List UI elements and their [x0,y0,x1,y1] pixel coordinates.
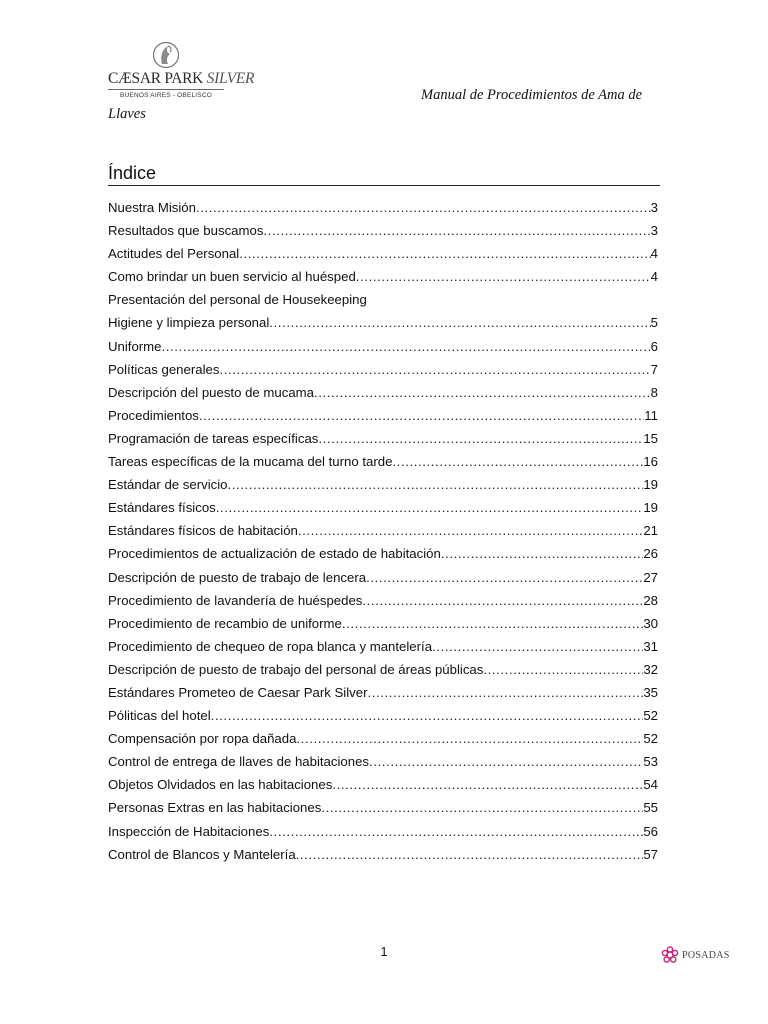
toc-entry[interactable] [108,589,658,612]
table-of-contents [108,196,658,866]
toc-entry[interactable] [108,242,658,265]
toc-entry-leader [367,681,643,704]
toc-entry[interactable] [108,404,658,427]
toc-entry-label: Como brindar un buen servicio al huésped [108,269,356,285]
toc-entry-label: Inspección de Habitaciones [108,823,270,839]
toc-entry[interactable] [108,773,658,796]
toc-entry-label: Procedimientos [108,407,199,423]
toc-entry-label: Descripción de puesto de trabajo de lencera [108,569,367,585]
toc-entry[interactable] [108,750,658,773]
toc-entry-leader [216,496,644,519]
toc-entry[interactable] [108,450,658,473]
toc-entry-page: 32 [643,661,658,677]
toc-entry-label: Descripción de puesto de trabajo del personal de áreas públicas [108,661,484,677]
toc-entry-page: 52 [643,708,658,724]
manual-title: Manual de Procedimientos de Ama de Llaves [108,87,643,122]
toc-entry[interactable] [108,335,658,358]
toc-entry-leader [369,750,643,773]
toc-entry[interactable] [108,196,658,219]
toc-entry[interactable] [108,427,658,450]
toc-entry-label: Tareas específicas de la mucama del turno tarde [108,454,393,470]
toc-entry-leader [196,196,651,219]
toc-entry[interactable] [108,681,658,704]
toc-entry-page: 16 [643,454,658,470]
toc-entry[interactable] [108,704,658,727]
toc-entry-page: 15 [643,430,658,446]
toc-entry-label: Póliticas del hotel [108,708,211,724]
toc-entry-page: 35 [643,684,658,700]
toc-entry-leader [392,450,643,473]
toc-entry[interactable] [108,796,658,819]
toc-entry[interactable] [108,519,658,542]
toc-entry-label: Programación de tareas específicas [108,430,319,446]
toc-entry[interactable] [108,843,658,866]
toc-entry-page: 11 [644,407,658,423]
toc-entry-leader [227,473,643,496]
toc-entry[interactable] [108,566,658,589]
toc-entry-label: Descripción del puesto de mucama [108,384,314,400]
toc-entry-page: 7 [650,361,658,377]
toc-entry-label: Uniforme [108,338,162,354]
toc-entry-label: Estándares físicos de habitación [108,523,298,539]
toc-entry-page: 19 [643,500,658,516]
toc-entry-leader [314,381,651,404]
toc-entry-page: 53 [643,754,658,770]
toc-entry-label: Actitudes del Personal [108,246,240,262]
toc-entry-leader [342,612,643,635]
brand-city: BUENOS AIRES - OBELISCO [119,92,212,99]
toc-entry-label: Procedimientos de actualización de estado de habitación [108,546,441,562]
toc-entry-label: Personas Extras en las habitaciones [108,800,322,816]
toc-entry[interactable] [108,288,658,311]
toc-entry-label: Estándar de servicio [108,477,228,493]
toc-entry-page: 4 [650,269,658,285]
toc-entry-leader [362,589,643,612]
toc-entry[interactable] [108,612,658,635]
toc-entry[interactable] [108,727,658,750]
toc-entry-page: 52 [643,731,658,747]
posadas-flower-icon [660,946,680,964]
toc-entry[interactable] [108,820,658,843]
caesar-park-emblem-icon [153,40,179,70]
toc-entry[interactable] [108,381,658,404]
toc-entry-page: 6 [650,338,658,354]
posadas-logo-text: POSADAS [682,949,730,961]
toc-entry-leader [219,358,650,381]
toc-entry-leader [356,265,651,288]
toc-entry-page: 26 [643,546,658,562]
toc-entry[interactable] [108,542,658,565]
toc-entry[interactable] [108,219,658,242]
toc-entry-leader [432,635,643,658]
toc-entry-page: 4 [650,246,658,262]
toc-entry-leader [296,727,643,750]
toc-entry-label: Compensación por ropa dañada [108,731,297,747]
toc-entry-leader [296,843,644,866]
toc-entry-leader [332,773,643,796]
toc-entry[interactable] [108,358,658,381]
toc-entry-label: Control de Blancos y Mantelería [108,846,296,862]
toc-entry[interactable] [108,658,658,681]
toc-entry-leader [269,311,650,334]
toc-entry-page: 8 [650,384,658,400]
toc-entry-page: 5 [650,315,658,331]
toc-entry-label: Higiene y limpieza personal [108,315,270,331]
brand-name: CÆSAR PARK SILVER [108,70,255,87]
toc-entry-label: Presentación del personal de Housekeeping [108,292,367,308]
toc-entry-page: 28 [643,592,658,608]
toc-entry-page: 55 [643,800,658,816]
toc-entry-label: Procedimiento de lavandería de huéspedes [108,592,363,608]
toc-entry-page: 3 [650,223,658,239]
toc-entry-page: 21 [643,523,658,539]
toc-entry-page: 3 [650,200,658,215]
toc-entry-label: Estándares Prometeo de Caesar Park Silver [108,684,368,700]
toc-entry-leader [199,404,644,427]
toc-entry-leader [441,542,643,565]
toc-entry-leader [366,566,643,589]
toc-entry-leader [318,427,643,450]
toc-entry[interactable] [108,635,658,658]
toc-entry-leader [263,219,650,242]
index-heading: Índice [108,162,660,186]
toc-entry-page: 56 [643,823,658,839]
toc-entry-page: 54 [643,777,658,793]
toc-entry-leader [239,242,650,265]
posadas-logo [660,945,732,965]
toc-entry[interactable] [108,311,658,334]
toc-entry-label: Procedimiento de recambio de uniforme [108,615,342,631]
toc-entry-leader [298,519,643,542]
toc-entry-label: Nuestra Misión [108,200,196,215]
toc-entry-page: 57 [643,846,658,862]
page-number: 1 [380,944,388,959]
toc-entry[interactable] [108,265,658,288]
toc-entry-page: 30 [643,615,658,631]
toc-entry-page: 19 [643,477,658,493]
toc-entry-label: Resultados que buscamos [108,223,264,239]
toc-entry-label: Objetos Olvidados en las habitaciones [108,777,333,793]
toc-entry[interactable] [108,496,658,519]
toc-entry-leader [483,658,643,681]
toc-entry-leader [162,335,651,358]
toc-entry-page: 31 [643,638,658,654]
toc-entry-leader [321,796,643,819]
toc-entry-leader [211,704,644,727]
toc-entry-page: 27 [643,569,658,585]
toc-entry-label: Estándares físicos [108,500,216,516]
toc-entry-leader [269,820,643,843]
toc-entry-label: Procedimiento de chequeo de ropa blanca y mantelería [108,638,433,654]
toc-entry-label: Control de entrega de llaves de habitaciones [108,754,369,770]
toc-entry-label: Políticas generales [108,361,220,377]
toc-entry[interactable] [108,473,658,496]
